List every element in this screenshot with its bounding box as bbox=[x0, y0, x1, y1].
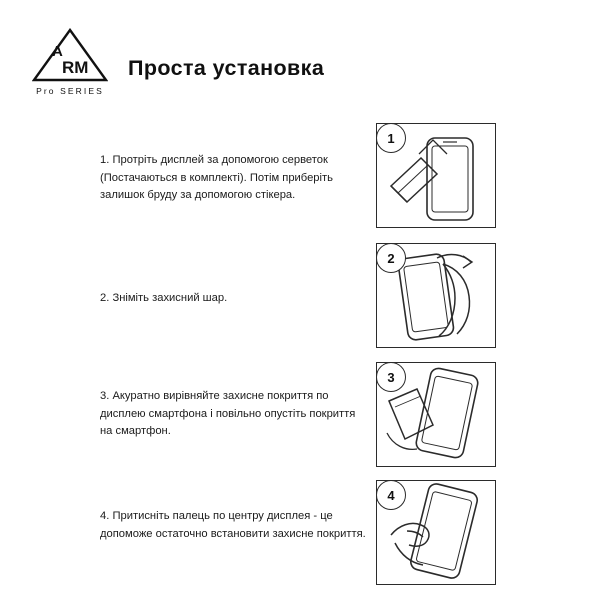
step-text-3: 3. Акуратно вирівняйте захисне покриття по дисплею смартфона і повільно опустіть покриття на смартфон. bbox=[100, 390, 356, 437]
brand-logo bbox=[22, 28, 118, 112]
brand-logo-subtitle: Pro SERIES bbox=[36, 86, 104, 96]
step-number-badge-2: 2 bbox=[376, 243, 406, 273]
step-number-badge-4: 4 bbox=[376, 480, 406, 510]
step-number-badge-1: 1 bbox=[376, 123, 406, 153]
step-text-1: 1. Протріть дисплей за допомогою серветок (Постачаються в комплекті). Потім приберіть залишок бруду за допомогою стікера. bbox=[100, 154, 333, 201]
step-number-badge-3: 3 bbox=[376, 362, 406, 392]
arm-logo-icon bbox=[32, 28, 108, 82]
svg-text:RM: RM bbox=[62, 58, 89, 77]
step-text-4: 4. Притисніть палець по центру дисплея - це допоможе остаточно встановити захисне покриття. bbox=[100, 510, 366, 540]
svg-text:A: A bbox=[52, 43, 63, 60]
page-title: Проста установка bbox=[128, 56, 325, 80]
step-text-2: 2. Зніміть захисний шар. bbox=[100, 292, 228, 304]
